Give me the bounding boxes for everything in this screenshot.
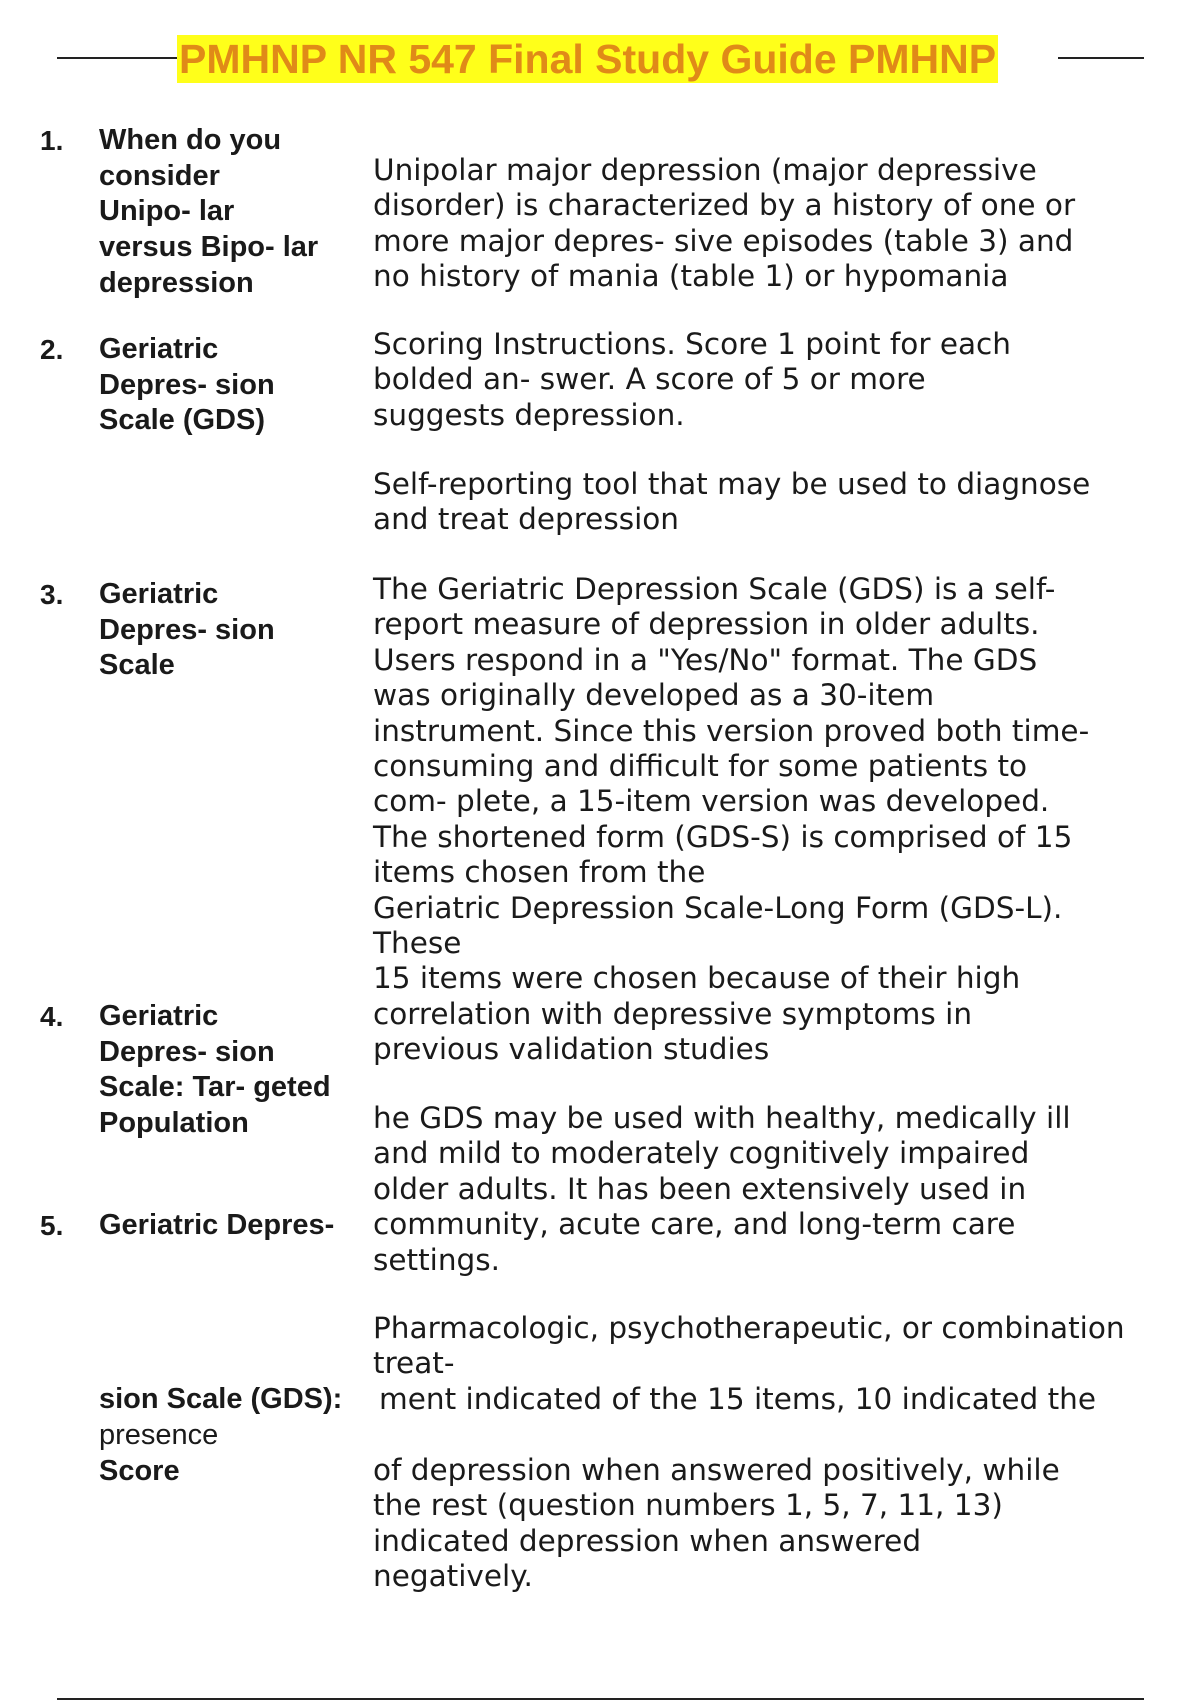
item-4-term-line: Depres- sion: [99, 1035, 275, 1068]
item-4-term: [99, 999, 331, 1142]
item-5-term-line-3: [99, 1418, 218, 1454]
item-5-term-line-2: sion Scale (GDS):: [99, 1383, 343, 1415]
page-title: PMHNP NR 547 Final Study Guide PMHNP: [179, 36, 997, 82]
title-rule-left: [57, 57, 177, 59]
item-5-answer-continued: of depression when answered positively, while the rest (question numbers 1, 5, 7, 11, 13) indicated depression when answered negatively.: [373, 1453, 1060, 1594]
item-4-number: 4.: [40, 1001, 64, 1032]
item-1-term-line: Unipo- lar: [99, 195, 235, 228]
item-3-answer: The Geriatric Depression Scale (GDS) is a self- report measure of depression in older adults. Users respond in a "Yes/No" format. The GDS was originally developed as a 30-item instrument. Since this version proved both time- consuming and difficult for some patients to com- plete, a 15-item version was developed. The shortened form (GDS-S) is comprised of 15 items chosen from the Geriatric Depression Scale-Long Form (GDS-L). These 15 items were chosen because of their high correlation with depressive symptoms in previous validation studies: [373, 572, 1090, 1067]
item-5-term-line-4: Score: [99, 1455, 180, 1487]
item-1-term: [99, 123, 318, 302]
item-2-answer: Scoring Instructions. Score 1 point for each bolded an- swer. A score of 5 or more suggests depression.: [373, 327, 1011, 432]
item-1-term-line: When do you: [99, 124, 282, 156]
item-5-answer-extra: ment indicated of the 15 items, 10 indicated the: [379, 1382, 1097, 1416]
item-2-number: 2.: [40, 334, 64, 365]
item-4-term-line: Geriatric: [99, 1000, 219, 1032]
item-3-term-line: Geriatric: [99, 578, 219, 610]
item-1-number: 1.: [40, 125, 64, 156]
item-3-term: [99, 577, 275, 684]
item-2-term-line: Scale (GDS): [99, 404, 265, 437]
title-rule-right: [1058, 57, 1144, 59]
item-4-term-line: Scale: Tar- geted: [99, 1071, 331, 1104]
item-2-term-line: Geriatric: [99, 333, 219, 365]
item-2-term-line: Depres- sion: [99, 368, 275, 401]
item-3-number: 3.: [40, 579, 64, 610]
item-3-term-line: Scale: [99, 649, 175, 682]
item-1-term-line: consider: [99, 159, 220, 192]
item-5-answer: Pharmacologic, psychotherapeutic, or combination treat-: [373, 1311, 1125, 1381]
item-2-term: [99, 332, 275, 439]
item-1-term-line: depression: [99, 266, 254, 299]
item-4-term-line: Population: [99, 1107, 249, 1140]
item-2-answer-extra: Self-reporting tool that may be used to diagnose and treat depression: [373, 467, 1091, 537]
item-5-number: 5.: [40, 1210, 64, 1241]
item-5-term-line-3-text: presence: [99, 1419, 219, 1451]
item-4-answer: he GDS may be used with healthy, medically ill and mild to moderately cognitively impaired older adults. It has been extensively used in community, acute care, and long-term care settings.: [373, 1101, 1071, 1277]
item-5-term-line-1: Geriatric Depres-: [99, 1209, 335, 1241]
item-1-term-line: versus Bipo- lar: [99, 231, 319, 264]
item-1-answer: Unipolar major depression (major depressive disorder) is characterized by a history of one or more major depres- sive episodes (table 3) and no history of mania (table 1) or hypomania: [373, 153, 1076, 294]
item-3-term-line: Depres- sion: [99, 613, 275, 646]
